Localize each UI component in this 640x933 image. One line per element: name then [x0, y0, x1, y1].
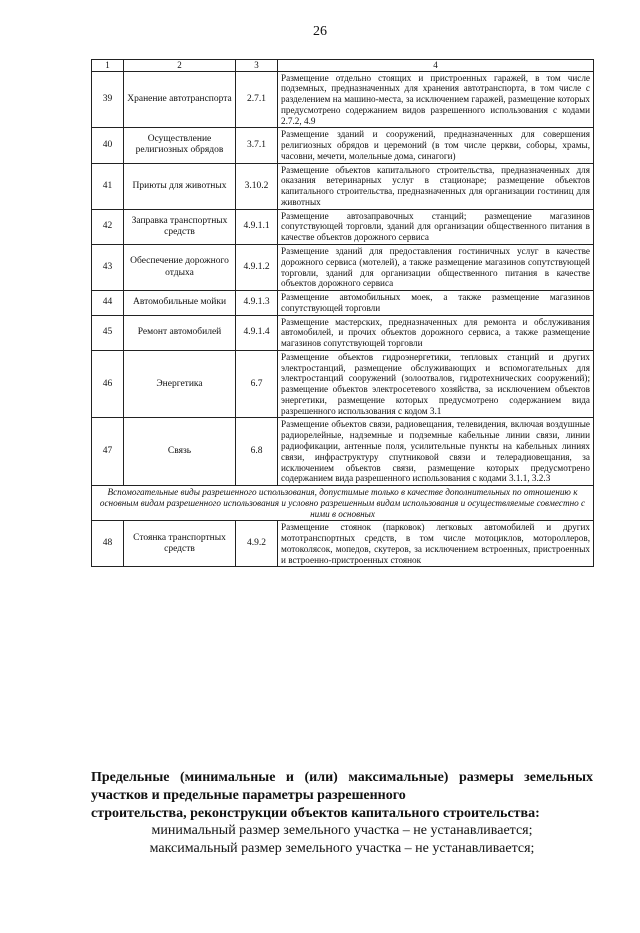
use-description: Размещение объектов гидроэнергетики, тепловых станций и других электростанций, размещение обслуживающих и вспомогательных для электростанций сооружений (золоотвалов, гидротехнических сооружений); размещение объектов электросетевого хозяйства, за исключением объектов энергетики, размещение которых предусмотрено содержанием вида разрешенного использования с кодом 3.1	[278, 350, 594, 418]
use-description: Размещение мастерских, предназначенных для ремонта и обслуживания автомобилей, и прочих объектов дорожного сервиса, а также размещение магазинов сопутствующей торговли	[278, 315, 594, 350]
use-description: Размещение зданий для предоставления гостиничных услуг в качестве дорожного сервиса (мотелей), а также размещение магазинов сопутствующей торговли, зданий для организации общественного питания в качестве объектов дорожного сервиса	[278, 245, 594, 291]
use-name: Связь	[124, 418, 236, 486]
use-code: 2.7.1	[236, 71, 278, 128]
use-name: Обеспечение дорожного отдыха	[124, 245, 236, 291]
row-number: 41	[92, 163, 124, 209]
header-col-3: 3	[236, 60, 278, 72]
use-description: Размещение автомобильных моек, а также размещение магазинов сопутствующей торговли	[278, 291, 594, 316]
row-number: 47	[92, 418, 124, 486]
min-size-line: минимальный размер земельного участка – не устанавливается;	[151, 823, 533, 839]
use-code: 3.7.1	[236, 128, 278, 163]
use-name: Заправка транспортных средств	[124, 209, 236, 244]
row-number: 40	[92, 128, 124, 163]
limits-heading-text: Предельные (минимальные и (или) максимальные) размеры земельных участков и предельные параметры разрешенного	[91, 770, 593, 803]
table-row	[92, 315, 594, 350]
table-row	[92, 291, 594, 316]
use-name: Стоянка транспортных средств	[124, 521, 236, 567]
use-name: Энергетика	[124, 350, 236, 418]
table-row	[92, 350, 594, 418]
table-row	[92, 209, 594, 244]
use-name: Приюты для животных	[124, 163, 236, 209]
max-size-line: максимальный размер земельного участка – не устанавливается;	[149, 841, 535, 857]
use-code: 6.8	[236, 418, 278, 486]
use-name: Хранение автотранспорта	[124, 71, 236, 128]
row-number: 39	[92, 71, 124, 128]
use-description: Размещение отдельно стоящих и пристроенных гаражей, в том числе подземных, предназначенных для хранения автотранспорта, в том числе с разделением на машино-места, за исключением гаражей, размещение которых предусмотрено содержанием видов разрешенного использования с кодами 2.7.2, 4.9	[278, 71, 594, 128]
table-row	[92, 128, 594, 163]
use-code: 6.7	[236, 350, 278, 418]
limits-heading-last: строительства, реконструкции объектов капитального строительства:	[91, 805, 540, 821]
table-header-row	[92, 60, 594, 72]
land-use-table	[91, 59, 594, 567]
use-name: Автомобильные мойки	[124, 291, 236, 316]
use-code: 4.9.2	[236, 521, 278, 567]
limits-block	[91, 769, 593, 858]
use-code: 4.9.1.4	[236, 315, 278, 350]
use-name: Ремонт автомобилей	[124, 315, 236, 350]
row-number: 45	[92, 315, 124, 350]
row-number: 43	[92, 245, 124, 291]
use-name: Осуществление религиозных обрядов	[124, 128, 236, 163]
page-number: 26	[313, 24, 327, 39]
table-row	[92, 418, 594, 486]
use-description: Размещение автозаправочных станций; размещение магазинов сопутствующей торговли, зданий для организации общественного питания в качестве объектов дорожного сервиса	[278, 209, 594, 244]
use-code: 3.10.2	[236, 163, 278, 209]
table-row	[92, 521, 594, 567]
section-title: Вспомогательные виды разрешенного использования, допустимые только в качестве дополнительных по отношению к основным видам разрешенного использования и условно разрешенным видам использования и осуществляемые совместно с ними в основных	[92, 486, 594, 521]
use-code: 4.9.1.2	[236, 245, 278, 291]
row-number: 42	[92, 209, 124, 244]
header-col-1: 1	[92, 60, 124, 72]
row-number: 44	[92, 291, 124, 316]
use-code: 4.9.1.3	[236, 291, 278, 316]
use-description: Размещение зданий и сооружений, предназначенных для совершения религиозных обрядов и церемоний (в том числе церкви, соборы, храмы, часовни, мечети, молельные дома, синагоги)	[278, 128, 594, 163]
use-description: Размещение объектов связи, радиовещания, телевидения, включая воздушные радиорелейные, надземные и подземные кабельные линии связи, линии радиофикации, антенные поля, усилительные пункты на кабельных линиях связи, инфраструктуру спутниковой связи и телерадиовещания, за исключением объектов связи, размещение которых предусмотрено содержанием вида разрешенного использования с кодами 3.1.1, 3.2.3	[278, 418, 594, 486]
use-description: Размещение объектов капитального строительства, предназначенных для оказания ветеринарных услуг в стационаре; размещение объектов капитального строительства, предназначенных для организации гостиниц для животных	[278, 163, 594, 209]
section-row	[92, 486, 594, 521]
use-code: 4.9.1.1	[236, 209, 278, 244]
header-col-2: 2	[124, 60, 236, 72]
header-col-4: 4	[278, 60, 594, 72]
table-row	[92, 163, 594, 209]
row-number: 48	[92, 521, 124, 567]
table-row	[92, 71, 594, 128]
limits-heading	[91, 769, 593, 822]
use-description: Размещение стоянок (парковок) легковых автомобилей и других мототранспортных средств, в том числе мотоциклов, мотороллеров, мотоколясок, мопедов, скутеров, за исключением встроенных, пристроенных и встроенно-пристроенных стоянок	[278, 521, 594, 567]
table-row	[92, 245, 594, 291]
row-number: 46	[92, 350, 124, 418]
